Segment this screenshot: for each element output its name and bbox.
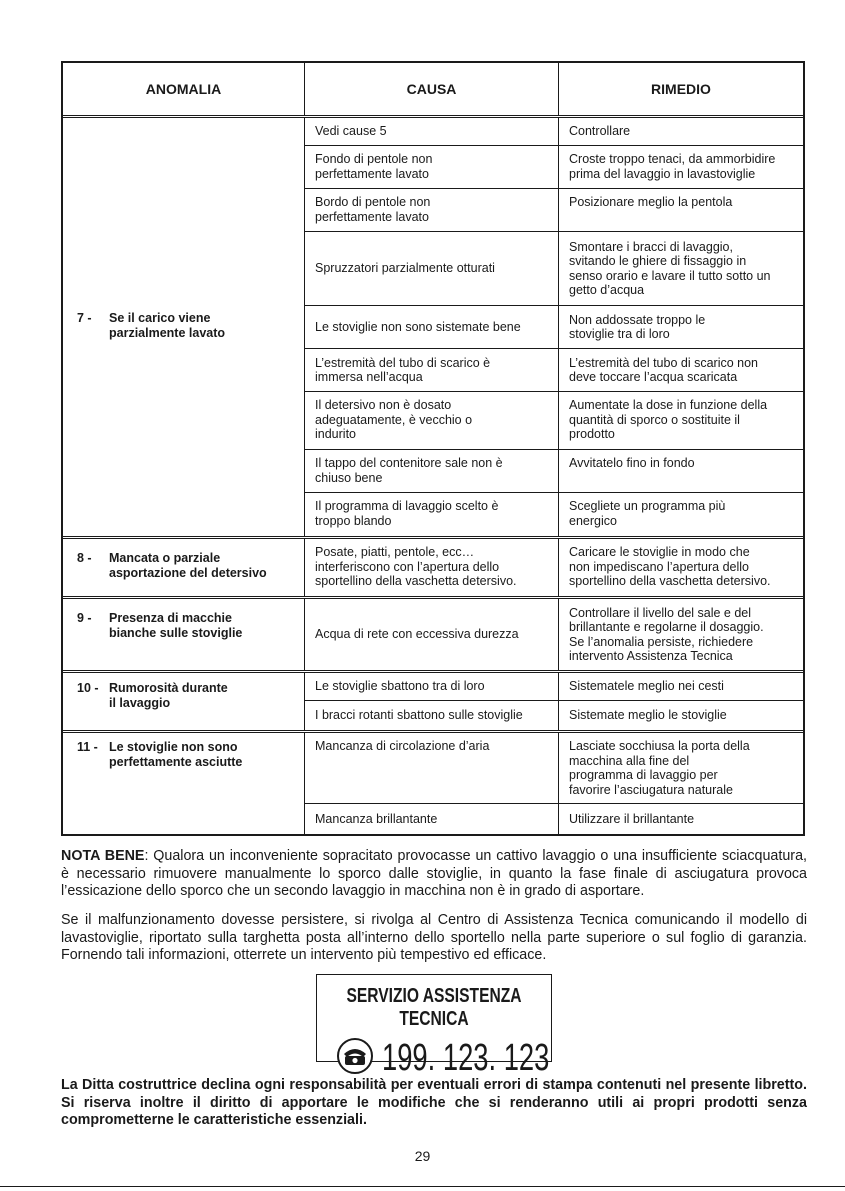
cause-remedy-rows	[305, 599, 803, 670]
rimedio-cell	[559, 450, 803, 492]
causa-cell	[305, 450, 559, 492]
cause-remedy-rows	[305, 539, 803, 596]
rimedio-cell	[559, 392, 803, 449]
anomaly-cell	[63, 599, 305, 670]
header-causa: CAUSA	[305, 63, 559, 115]
table-row	[305, 146, 803, 189]
rimedio-cell	[559, 599, 803, 670]
table-row	[305, 349, 803, 392]
rimedio-line: macchina alla fine del	[569, 753, 690, 768]
rimedio-line: Posizionare meglio la pentola	[569, 195, 733, 209]
anomaly-cell	[63, 673, 305, 730]
rimedio-line: favorire l’asciugatura naturale	[569, 782, 733, 797]
table-row	[305, 804, 803, 834]
rimedio-cell	[559, 673, 803, 700]
rimedio-line: Smontare i bracci di lavaggio,	[569, 239, 733, 254]
rimedio-line: Lasciate socchiusa la porta della	[569, 739, 750, 753]
anomaly-group	[63, 599, 803, 673]
causa-line: perfettamente lavato	[315, 166, 429, 181]
rimedio-cell	[559, 701, 803, 730]
table-row	[305, 118, 803, 146]
table-row	[305, 493, 803, 536]
rimedio-line: Non addossate troppo le	[569, 312, 706, 327]
causa-cell	[305, 599, 559, 670]
causa-line: Posate, piatti, pentole, ecc…	[315, 545, 475, 559]
cause-remedy-rows	[305, 733, 803, 834]
telephone-icon	[336, 1037, 374, 1080]
anomaly-title-line: parzialmente lavato	[109, 326, 226, 340]
nota-bene-paragraph	[61, 848, 807, 901]
causa-line: Il tappo del contenitore sale non è	[315, 456, 503, 470]
nota-bene-text: : Qualora un inconveniente sopracitato provocasse un cattivo lavaggio o una insufficiente sciacquatura, è necessario rimuovere manualmente lo sporco dalle stoviglie, in quanto la fase finale di asciugatura provoca l’essicazione dello sporco che un secondo lavaggio in macchina non è in grado di asportare.	[61, 848, 807, 899]
anomaly-title	[109, 681, 228, 730]
causa-line: adeguatamente, è vecchio o	[315, 412, 473, 427]
causa-line: sportellino della vaschetta detersivo.	[315, 574, 517, 588]
rimedio-line: Sistematele meglio nei cesti	[569, 679, 724, 694]
table-row	[305, 392, 803, 450]
causa-line: Spruzzatori parzialmente otturati	[315, 261, 495, 276]
causa-cell	[305, 306, 559, 348]
anomaly-group	[63, 539, 803, 599]
service-phone-line	[317, 1037, 551, 1080]
rimedio-line: programma di lavaggio per	[569, 768, 718, 782]
causa-line: Mancanza di circolazione d’aria	[315, 739, 490, 753]
anomaly-group	[63, 733, 803, 834]
table-row	[305, 450, 803, 493]
page-number: 29	[414, 1148, 431, 1164]
causa-cell	[305, 493, 559, 536]
rimedio-line: sportellino della vaschetta detersivo.	[569, 574, 771, 588]
causa-cell	[305, 189, 559, 231]
rimedio-cell	[559, 146, 803, 188]
anomaly-group	[63, 118, 803, 539]
table-row	[305, 306, 803, 349]
causa-cell	[305, 804, 559, 834]
rimedio-line: Se l’anomalia persiste, richiedere	[569, 634, 754, 649]
causa-line: Le stoviglie non sono sistemate bene	[315, 319, 521, 334]
anomaly-cell	[63, 539, 305, 596]
rimedio-line: stoviglie tra di loro	[569, 327, 670, 341]
rimedio-line: intervento Assistenza Tecnica	[569, 649, 733, 663]
rimedio-line: Utilizzare il brillantante	[569, 811, 695, 826]
rimedio-line: Controllare	[569, 124, 631, 138]
rimedio-line: senso orario e lavare il tutto sotto un	[569, 268, 771, 283]
anomaly-number: 10 -	[77, 681, 99, 695]
causa-line: immersa nell’acqua	[315, 370, 423, 384]
causa-line: I bracci rotanti sbattono sulle stoviglie	[315, 708, 523, 723]
rimedio-cell	[559, 733, 803, 803]
table-row	[305, 673, 803, 701]
header-anomalia: ANOMALIA	[63, 63, 305, 115]
rimedio-line: deve toccare l’acqua scaricata	[569, 370, 738, 384]
causa-line: L’estremità del tubo di scarico è	[315, 355, 491, 370]
rimedio-cell	[559, 189, 803, 231]
table-row	[305, 701, 803, 730]
anomaly-cell	[63, 733, 305, 834]
anomaly-title	[109, 740, 242, 834]
rimedio-line: energico	[569, 513, 617, 528]
rimedio-cell	[559, 804, 803, 834]
disclaimer: La Ditta costruttrice declina ogni responsabilità per eventuali errori di stampa contenuti nel presente libretto. Si riserva inoltre il diritto di apportare le modifiche che si renderanno utili ai propri prodotti senza comprometterne le caratteristiche essenziali.	[61, 1077, 807, 1128]
causa-line: Fondo di pentole non	[315, 152, 433, 166]
rimedio-line: prodotto	[569, 427, 615, 441]
table-row	[305, 232, 803, 306]
table-row	[305, 599, 803, 670]
causa-line: Bordo di pentole non	[315, 195, 431, 209]
causa-line: Il programma di lavaggio scelto è	[315, 499, 499, 513]
anomaly-title-line: il lavaggio	[109, 696, 171, 710]
bottom-rule	[0, 1186, 845, 1187]
rimedio-line: non impediscano l’apertura dello	[569, 559, 749, 574]
persist-paragraph	[61, 912, 807, 965]
anomaly-number: 9 -	[77, 611, 92, 625]
causa-cell	[305, 349, 559, 391]
anomaly-title-line: Rumorosità durante	[109, 681, 228, 695]
rimedio-line: L’estremità del tubo di scarico non	[569, 355, 758, 370]
cause-remedy-rows	[305, 673, 803, 730]
persist-text: Se il malfunzionamento dovesse persistere, si rivolga al Centro di Assistenza Tecnica comunicando il modello di lavastoviglie, riportato sulla targhetta posta all’interno dello sportello nella parte superiore o sul foglio di garanzia. Fornendo tali informazioni, otterrete un intervento più tempestivo ed efficace.	[61, 912, 807, 963]
rimedio-line: Scegliete un programma più	[569, 499, 726, 513]
causa-cell	[305, 146, 559, 188]
rimedio-line: Controllare il livello del sale e del	[569, 605, 752, 620]
rimedio-line: Croste troppo tenaci, da ammorbidire	[569, 152, 776, 166]
rimedio-line: Sistemate meglio le stoviglie	[569, 708, 727, 723]
causa-line: troppo blando	[315, 513, 392, 528]
anomaly-title-line: asportazione del detersivo	[109, 566, 267, 580]
causa-cell	[305, 539, 559, 596]
rimedio-line: brillantante e regolarne il dosaggio.	[569, 620, 764, 634]
anomaly-title	[109, 551, 267, 596]
causa-line: chiuso bene	[315, 470, 383, 485]
causa-line: Vedi cause 5	[315, 124, 387, 138]
rimedio-line: getto d’acqua	[569, 283, 645, 297]
rimedio-cell	[559, 539, 803, 596]
rimedio-line: svitando le ghiere di fissaggio in	[569, 254, 747, 268]
causa-cell	[305, 673, 559, 700]
rimedio-line: Aumentate la dose in funzione della	[569, 398, 768, 412]
cause-remedy-rows	[305, 118, 803, 536]
causa-line: Acqua di rete con eccessiva durezza	[315, 627, 519, 642]
anomaly-number: 11 -	[77, 740, 98, 754]
service-phone-number: 199. 123. 123	[382, 1037, 550, 1079]
anomaly-title-line: Mancata o parziale	[109, 551, 221, 565]
anomaly-title	[109, 311, 225, 536]
anomaly-title-line: Presenza di macchie	[109, 611, 232, 625]
rimedio-cell	[559, 493, 803, 536]
rimedio-line: prima del lavaggio in lavastoviglie	[569, 166, 756, 181]
anomaly-title	[109, 611, 242, 670]
anomaly-cell	[63, 118, 305, 536]
rimedio-line: quantità di sporco o sostituite il	[569, 412, 740, 427]
rimedio-line: Avvitatelo fino in fondo	[569, 456, 695, 470]
anomaly-title-line: perfettamente asciutte	[109, 755, 243, 769]
rimedio-line: Caricare le stoviglie in modo che	[569, 545, 750, 559]
troubleshooting-table	[61, 61, 805, 836]
header-rimedio: RIMEDIO	[651, 81, 711, 97]
causa-cell	[305, 118, 559, 145]
table-row	[305, 539, 803, 596]
rimedio-cell	[559, 118, 803, 145]
table-row	[305, 733, 803, 804]
table-header	[63, 63, 803, 118]
anomaly-title-line: Se il carico viene	[109, 311, 211, 325]
anomaly-title-line: bianche sulle stoviglie	[109, 626, 243, 640]
table-row	[305, 189, 803, 232]
causa-line: interferiscono con l’apertura dello	[315, 559, 500, 574]
causa-line: Mancanza brillantante	[315, 811, 438, 826]
causa-cell	[305, 392, 559, 449]
causa-line: indurito	[315, 427, 356, 441]
anomaly-group	[63, 673, 803, 733]
causa-cell	[305, 232, 559, 305]
causa-cell	[305, 701, 559, 730]
causa-line: Il detersivo non è dosato	[315, 398, 452, 412]
service-title: SERVIZIO ASSISTENZA TECNICA	[346, 985, 522, 1030]
causa-cell	[305, 733, 559, 803]
rimedio-cell	[559, 306, 803, 348]
rimedio-cell	[559, 232, 803, 305]
nota-bene-label: NOTA BENE	[61, 848, 145, 864]
causa-line: perfettamente lavato	[315, 209, 429, 224]
service-box	[316, 974, 552, 1079]
anomaly-title-line: Le stoviglie non sono	[109, 740, 238, 754]
anomaly-number: 8 -	[77, 551, 92, 565]
anomaly-number: 7 -	[77, 311, 92, 325]
causa-line: Le stoviglie sbattono tra di loro	[315, 679, 485, 694]
table-body	[63, 118, 803, 834]
rimedio-cell	[559, 349, 803, 391]
